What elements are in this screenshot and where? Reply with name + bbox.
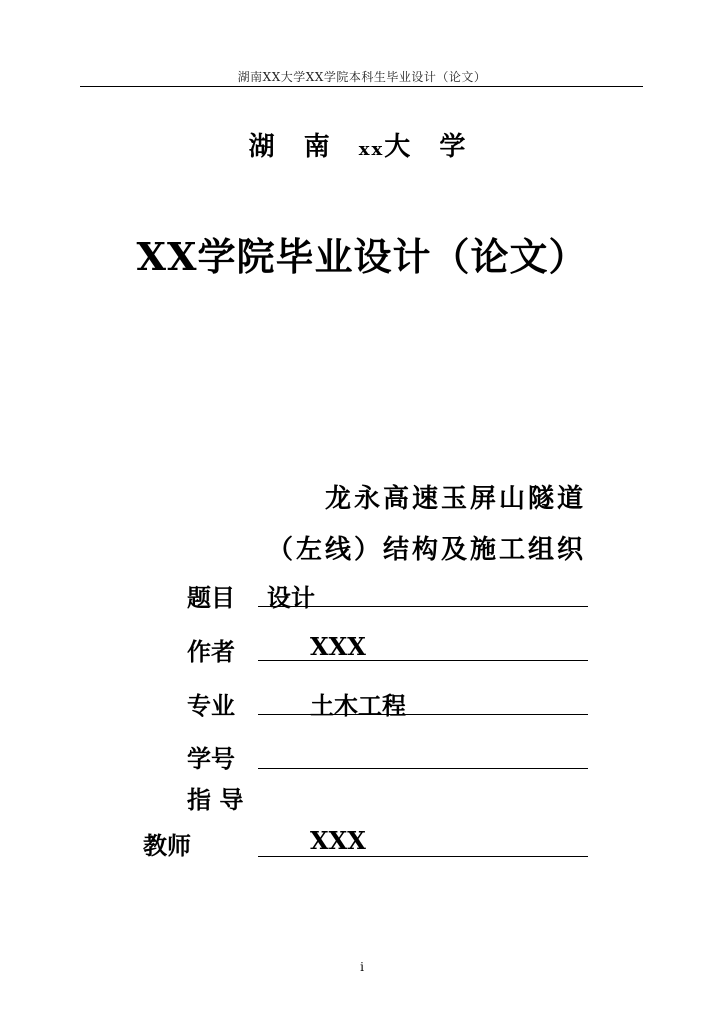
advisor-underline	[258, 856, 588, 857]
topic-label: 题目	[187, 583, 235, 612]
topic-value: 设计	[267, 583, 315, 612]
author-underline	[258, 660, 588, 661]
university-name-suffix: 大 学	[384, 132, 476, 162]
major-value: 土木工程	[310, 691, 406, 720]
author-value: XXX	[310, 632, 366, 661]
major-underline	[258, 714, 588, 715]
advisor-value: XXX	[310, 826, 366, 855]
advisor-label-line1: 指 导	[187, 785, 244, 814]
topic-line-1: 龙永高速玉屏山隧道	[324, 484, 586, 514]
advisor-label-line2: 教师	[143, 831, 191, 860]
university-name-prefix: 湖 南	[248, 132, 340, 162]
student-id-underline	[258, 768, 588, 769]
major-label: 专业	[187, 691, 235, 720]
university-name-xx: xx	[358, 139, 385, 160]
author-label: 作者	[187, 637, 235, 666]
topic-line-2: （左线）结构及施工组织	[266, 535, 586, 565]
topic-underline	[258, 606, 588, 607]
student-id-label: 学号	[187, 744, 235, 773]
running-header: 湖南XX大学XX学院本科生毕业设计（论文）	[237, 70, 487, 84]
university-name	[0, 126, 724, 163]
thesis-title: XX学院毕业设计（论文）	[136, 234, 588, 279]
page-number: i	[360, 960, 364, 974]
header-rule	[80, 86, 643, 87]
